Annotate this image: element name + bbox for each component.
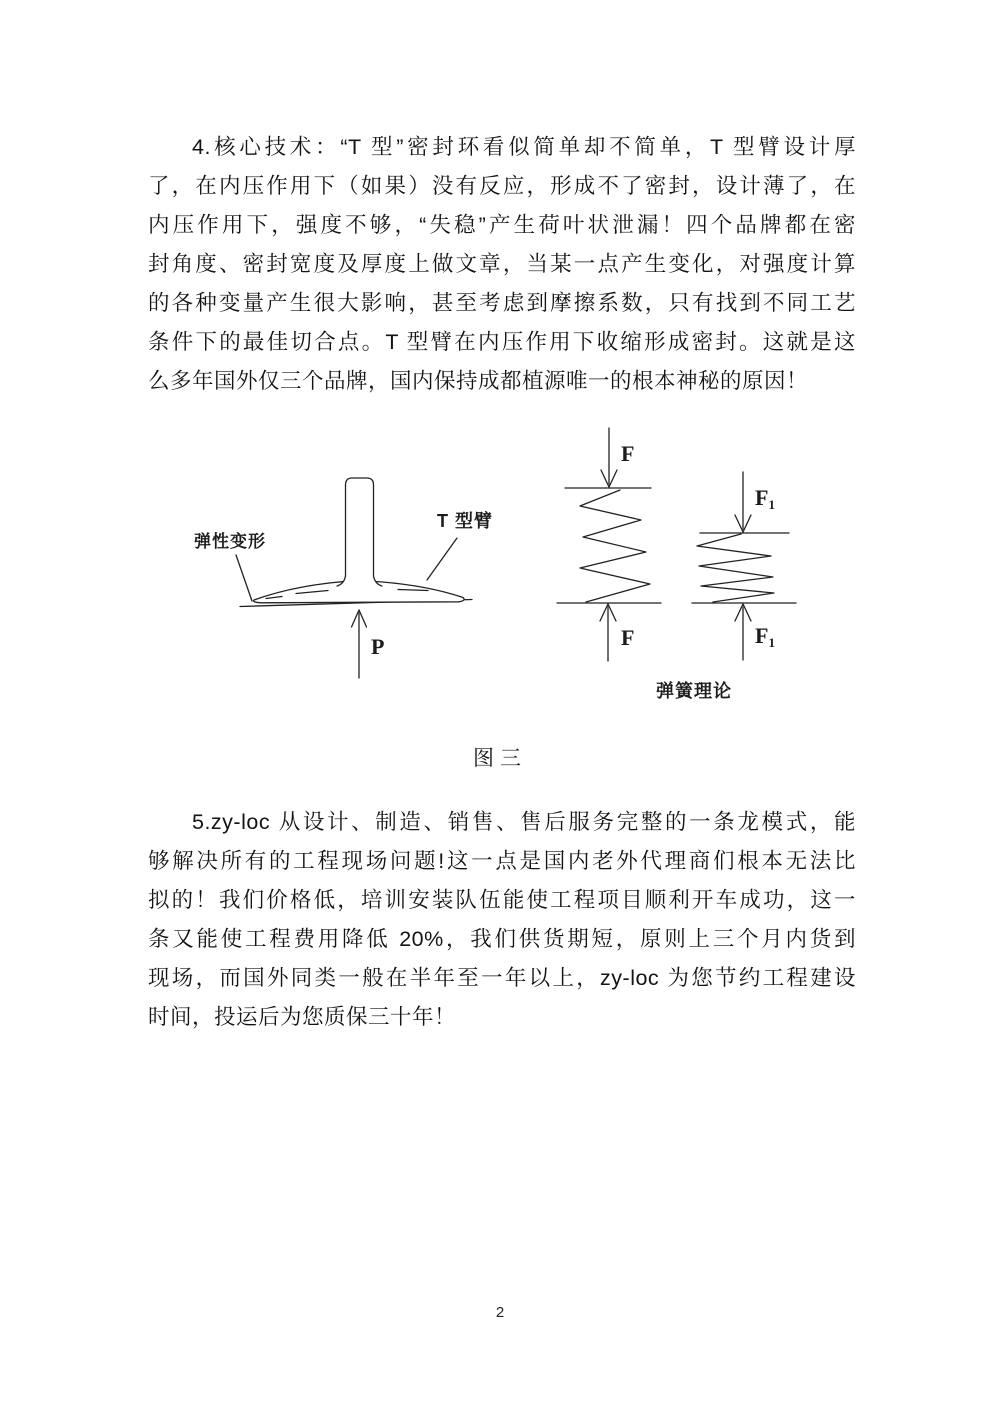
label-f1-bottom: $F_1$	[755, 623, 775, 650]
spring-coil	[697, 534, 774, 602]
label-p-force: P	[371, 634, 385, 659]
paragraph-line: 么多年国外仅三个品牌，国内保持成都植源唯一的根本神秘的原因！	[148, 369, 809, 393]
label-elastic-deformation: 弹性变形	[194, 532, 266, 551]
p-arrow	[352, 610, 367, 678]
paragraph-line: 的各种变量产生很大影响，甚至考虑到摩擦系数，只有找到不同工艺	[148, 291, 856, 315]
label-f-bottom: F	[621, 625, 635, 650]
page-number: 2	[495, 1304, 505, 1321]
figure-caption: 图三	[473, 747, 527, 770]
label-t-arm: T 型臂	[437, 511, 493, 531]
spring-coil	[580, 490, 650, 602]
figure-drawing	[180, 420, 860, 720]
paragraph-line: 4.核心技术：“T 型”密封环看似简单却不简单，T 型臂设计厚	[192, 135, 856, 159]
label-f-top: F	[621, 441, 635, 466]
paragraph-zyloc-service	[148, 803, 856, 1037]
seal-stem	[337, 478, 382, 586]
paragraph-line: 内压作用下，强度不够，“失稳”产生荷叶状泄漏！四个品牌都在密	[148, 213, 856, 237]
label-f1-top: $F_1$	[755, 485, 775, 512]
paragraph-line: 5.zy-loc 从设计、制造、销售、售后服务完整的一条龙模式，能	[192, 810, 856, 834]
paragraph-line: 拟的！我们价格低，培训安装队伍能使工程项目顺利开车成功，这一	[148, 888, 856, 912]
spring-left	[557, 428, 661, 661]
paragraph-core-technology	[148, 128, 856, 401]
paragraph-line: 了，在内压作用下（如果）没有反应，形成不了密封，设计薄了，在	[148, 174, 856, 198]
paragraph-line: 时间，投运后为您质保三十年！	[148, 1005, 457, 1029]
spring-right	[692, 472, 796, 660]
paragraph-line: 条件下的最佳切合点。T 型臂在内压作用下收缩形成密封。这就是这	[148, 330, 856, 354]
paragraph-line: 够解决所有的工程现场问题!这一点是国内老外代理商们根本无法比	[148, 849, 856, 873]
label-spring-theory: 弹簧理论	[656, 681, 732, 701]
paragraph-line: 条又能使工程费用降低 20%，我们供货期短，原则上三个月内货到	[148, 927, 856, 951]
figure-three	[180, 420, 860, 720]
paragraph-line: 封角度、密封宽度及厚度上做文章，当某一点产生变化，对强度计算	[148, 252, 856, 276]
paragraph-line: 现场，而国外同类一般在半年至一年以上，zy-loc 为您节约工程建设	[148, 966, 856, 990]
leader-line-elastic	[236, 555, 252, 601]
leader-line-t-arm	[427, 538, 457, 580]
